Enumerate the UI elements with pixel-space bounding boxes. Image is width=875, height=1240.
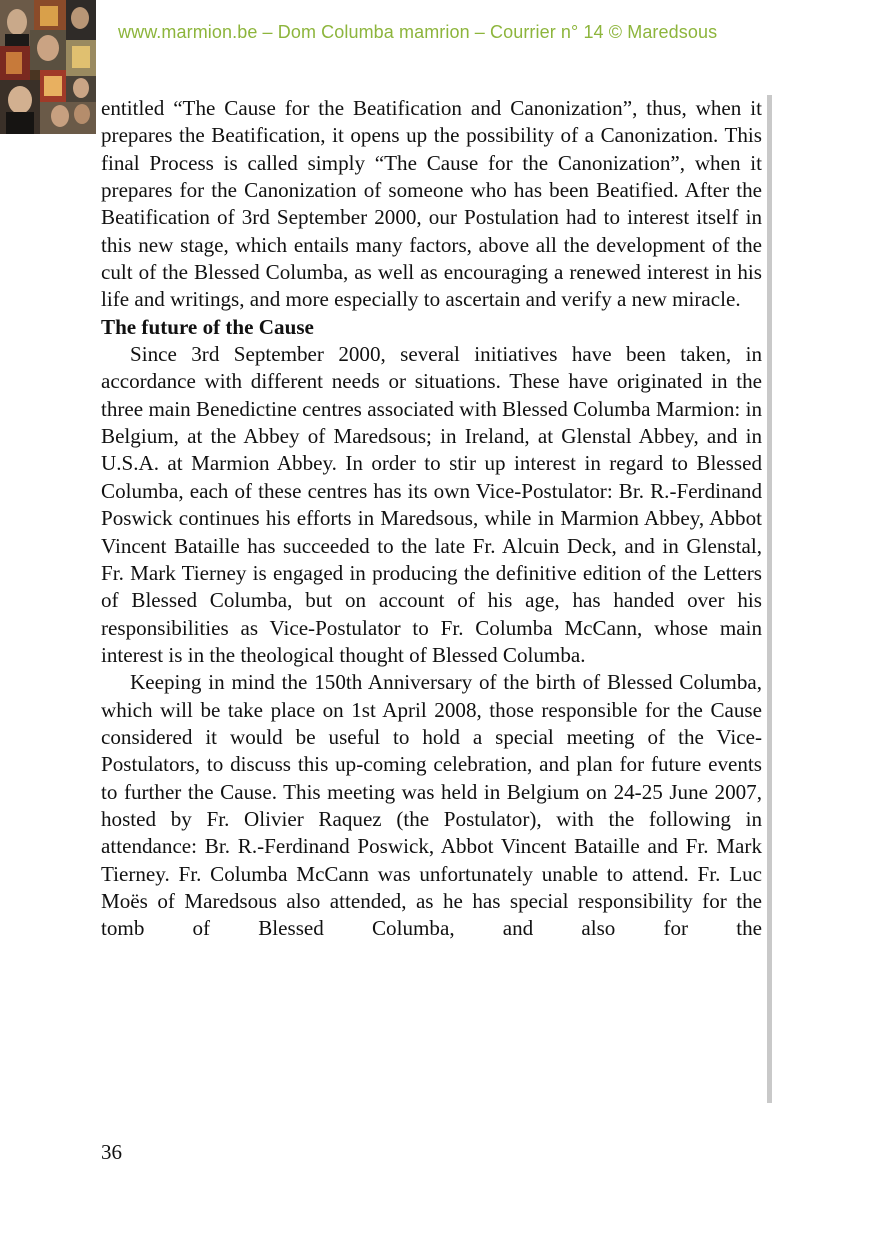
article-paragraph: entitled “The Cause for the Beatification and Canonization”, thus, when it prepares the Beatification, it opens up the possibility of a Canonization. This final Process is called simply “The Cause for the Canonization”, when it prepares for the Canonization of someone who has been Beatified. After the Beatification of 3rd September 2000, our Postulation had to interest itself in this new stage, which entails many factors, above all the development of the cult of the Blessed Columba, as well as encouraging a renewed interest in his life and writings, and more especially to ascertain and verify a new miracle. xyxy=(101,96,762,312)
side-rule xyxy=(767,95,772,1103)
header-photo-collage xyxy=(0,0,96,134)
article-body xyxy=(101,95,762,943)
header-source-line: www.marmion.be – Dom Columba mamrion – Courrier n° 14 © Maredsous xyxy=(118,22,718,42)
article-paragraph: Since 3rd September 2000, several initiatives have been taken, in accordance with different needs or situations. These have originated in the three main Benedictine centres associated with Blessed Columba Marmion: in Belgium, at the Abbey of Maredsous; in Ireland, at Glenstal Abbey, and in U.S.A. at Marmion Abbey. In order to stir up interest in regard to Blessed Columba, each of these centres has its own Vice-Postulator: Br. R.-Ferdinand Poswick continues his efforts in Maredsous, while in Marmion Abbey, Abbot Vincent Bataille has succeeded to the late Fr. Alcuin Deck, and in Glenstal, Fr. Mark Tierney is engaged in producing the definitive edition of the Letters of Blessed Columba, but on account of his age, has handed over his responsibilities as Vice-Postulator to Fr. Columba McCann, whose main interest is in the theological thought of Blessed Columba. xyxy=(101,342,762,667)
article-paragraph: Keeping in mind the 150th Anniversary of the birth of Blessed Columba, which will be take place on 1st April 2008, those responsible for the Cause considered it would be useful to hold a special meeting of the Vice-Postulators, to discuss this up-coming celebration, and plan for future events to further the Cause. This meeting was held in Belgium on 24-25 June 2007, hosted by Fr. Olivier Raquez (the Postulator), with the following in attendance: Br. R.-Ferdinand Poswick, Abbot Vincent Bataille and Fr. Mark Tierney. Fr. Columba McCann was unfortunately unable to attend. Fr. Luc Moës of Maredsous also attended, as he has special responsibility for the tomb of Blessed Columba, and also for the xyxy=(101,670,762,941)
collage-image xyxy=(0,0,96,134)
page-number: 36 xyxy=(101,1140,122,1164)
section-heading: The future of the Cause xyxy=(101,314,314,339)
